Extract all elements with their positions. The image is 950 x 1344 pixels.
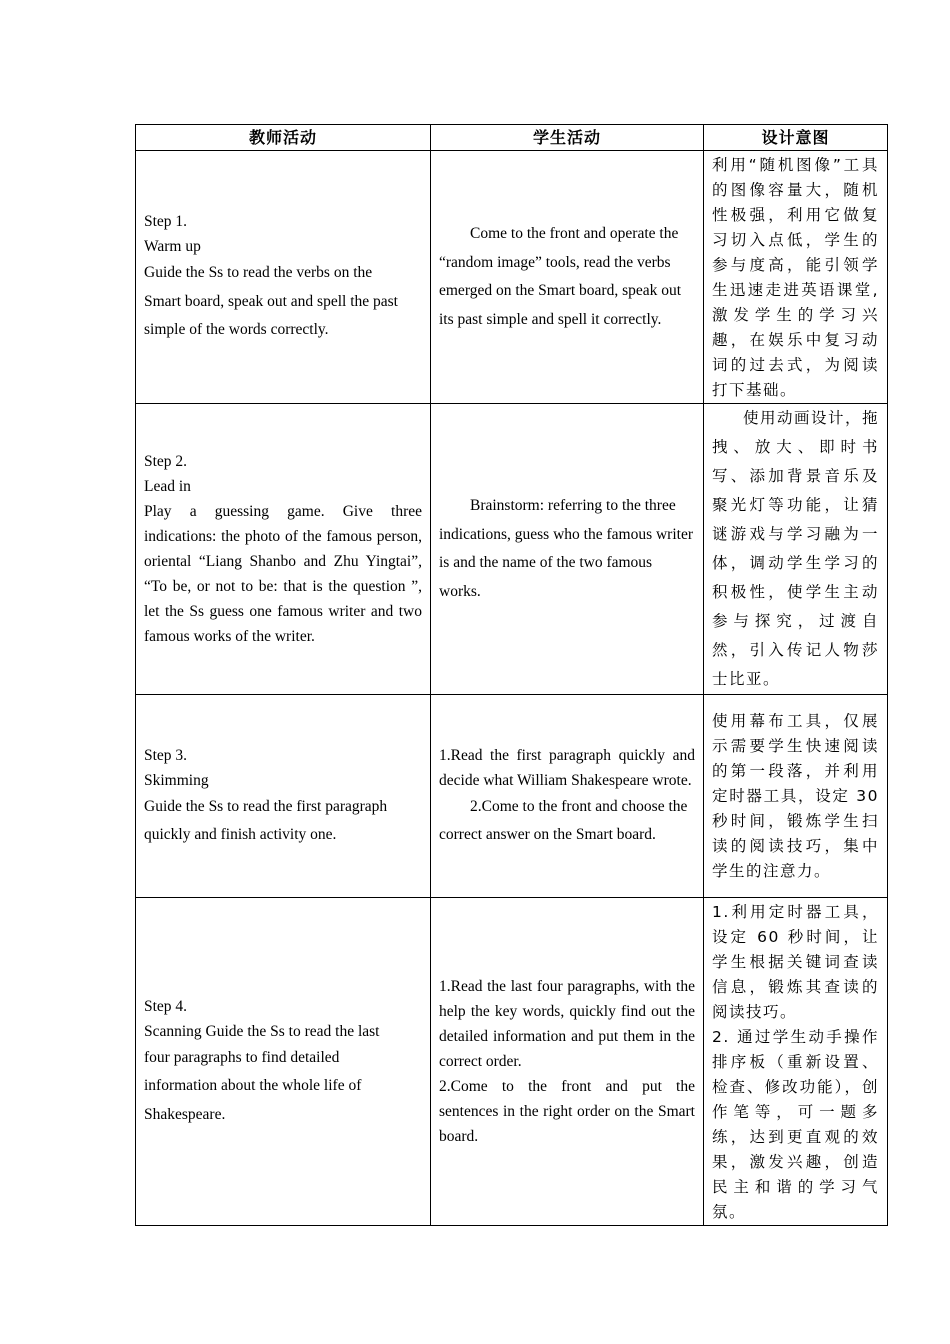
purpose-text: 使用动画设计，拖拽、放大、即时书写、添加背景音乐及聚光灯等功能，让猜谜游戏与学习融为一体，调动学生学习的积极性，使学生主动参与探究，过渡自然，引入传记人物莎士比亚。 xyxy=(712,409,880,688)
table-row xyxy=(136,898,888,1226)
step-text: Shakespeare. xyxy=(144,1105,226,1123)
design-purpose-cell xyxy=(704,404,888,695)
teacher-activity-cell xyxy=(136,404,431,695)
table-header-row xyxy=(136,125,888,151)
step-text: Guide the Ss to read the verbs on the xyxy=(144,264,373,282)
teacher-activity-cell xyxy=(136,151,431,404)
header-teacher-activity: 教师活动 xyxy=(136,125,431,151)
table-row xyxy=(136,695,888,898)
lesson-plan-table xyxy=(135,124,888,1226)
header-student-activity: 学生活动 xyxy=(431,125,704,151)
step-text: simple of the words correctly. xyxy=(144,321,329,339)
student-text: 2.Come to the front and choose the correct answer on the Smart board. xyxy=(439,797,688,843)
teacher-activity-cell xyxy=(136,695,431,898)
step-text: quickly and finish activity one. xyxy=(144,826,337,843)
student-text: 2.Come to the front and put the sentences in the right order on the Smart board. xyxy=(439,1078,695,1145)
step-title: Step 2. xyxy=(144,453,188,470)
purpose-text: 1.利用定时器工具，设定 60 秒时间，让学生根据关键词查读信息，锻炼其查读的阅读技巧。 xyxy=(712,903,879,1021)
step-text: four paragraphs to find detailed xyxy=(144,1048,340,1066)
step-title: Step 1. xyxy=(144,213,188,231)
step-name: Skimming xyxy=(144,771,209,789)
purpose-text: 利用“随机图像”工具的图像容量大，随机性极强，利用它做复习切入点低，学生的参与度高，能引领学生迅速走进英语课堂,激发学生的学习兴趣，在娱乐中复习动词的过去式，为阅读打下基础。 xyxy=(712,156,879,399)
design-purpose-cell xyxy=(704,695,888,898)
table-row xyxy=(136,151,888,404)
step-text: Play a guessing game. Give three indications: the photo of the famous person, oriental “Liang Shanbo and Zhu Yingtai”, “To be, or not to be: that is the question ”, let the Ss guess one famous writer and two famous works of the writer. xyxy=(144,503,422,645)
table-row xyxy=(136,404,888,695)
student-activity-cell xyxy=(431,151,704,404)
purpose-text: 使用幕布工具，仅展示需要学生快速阅读的第一段落，并利用定时器工具，设定 30 秒时间，锻炼学生扫读的阅读技巧，集中学生的注意力。 xyxy=(712,711,879,880)
step-text: Smart board, speak out and spell the past xyxy=(144,292,398,310)
teacher-activity-cell xyxy=(136,898,431,1226)
student-activity-cell xyxy=(431,898,704,1226)
student-text: Come to the front and operate the “random image” tools, read the verbs emerged on the Smart board, speak out its past simple and spell it correctly. xyxy=(439,225,682,328)
step-text: information about the whole life of xyxy=(144,1077,362,1095)
student-activity-cell xyxy=(431,404,704,695)
step-title: Step 4. xyxy=(144,997,188,1015)
step-title: Step 3. xyxy=(144,746,188,764)
design-purpose-cell xyxy=(704,151,888,404)
purpose-text: 2. 通过学生动手操作排序板（重新设置、检查、修改功能），创作笔等，可一题多练，达到更直观的效果，激发兴趣，创造民主和谐的学习气氛。 xyxy=(712,1028,879,1221)
design-purpose-cell xyxy=(704,898,888,1226)
student-activity-cell xyxy=(431,695,704,898)
header-design-purpose: 设计意图 xyxy=(704,125,888,151)
step-name: Warm up xyxy=(144,238,201,256)
step-name: Lead in xyxy=(144,478,191,495)
student-text: Brainstorm: referring to the three indications, guess who the famous writer is and the name of the two famous works. xyxy=(439,497,693,600)
student-text: 1.Read the last four paragraphs, with the help the key words, quickly find out the detailed information and put them in the correct order. xyxy=(439,978,695,1070)
step-text: Scanning Guide the Ss to read the last xyxy=(144,1022,380,1040)
step-text: Guide the Ss to read the first paragraph xyxy=(144,797,388,815)
student-text: 1.Read the first paragraph quickly and decide what William Shakespeare wrote. xyxy=(439,746,695,789)
